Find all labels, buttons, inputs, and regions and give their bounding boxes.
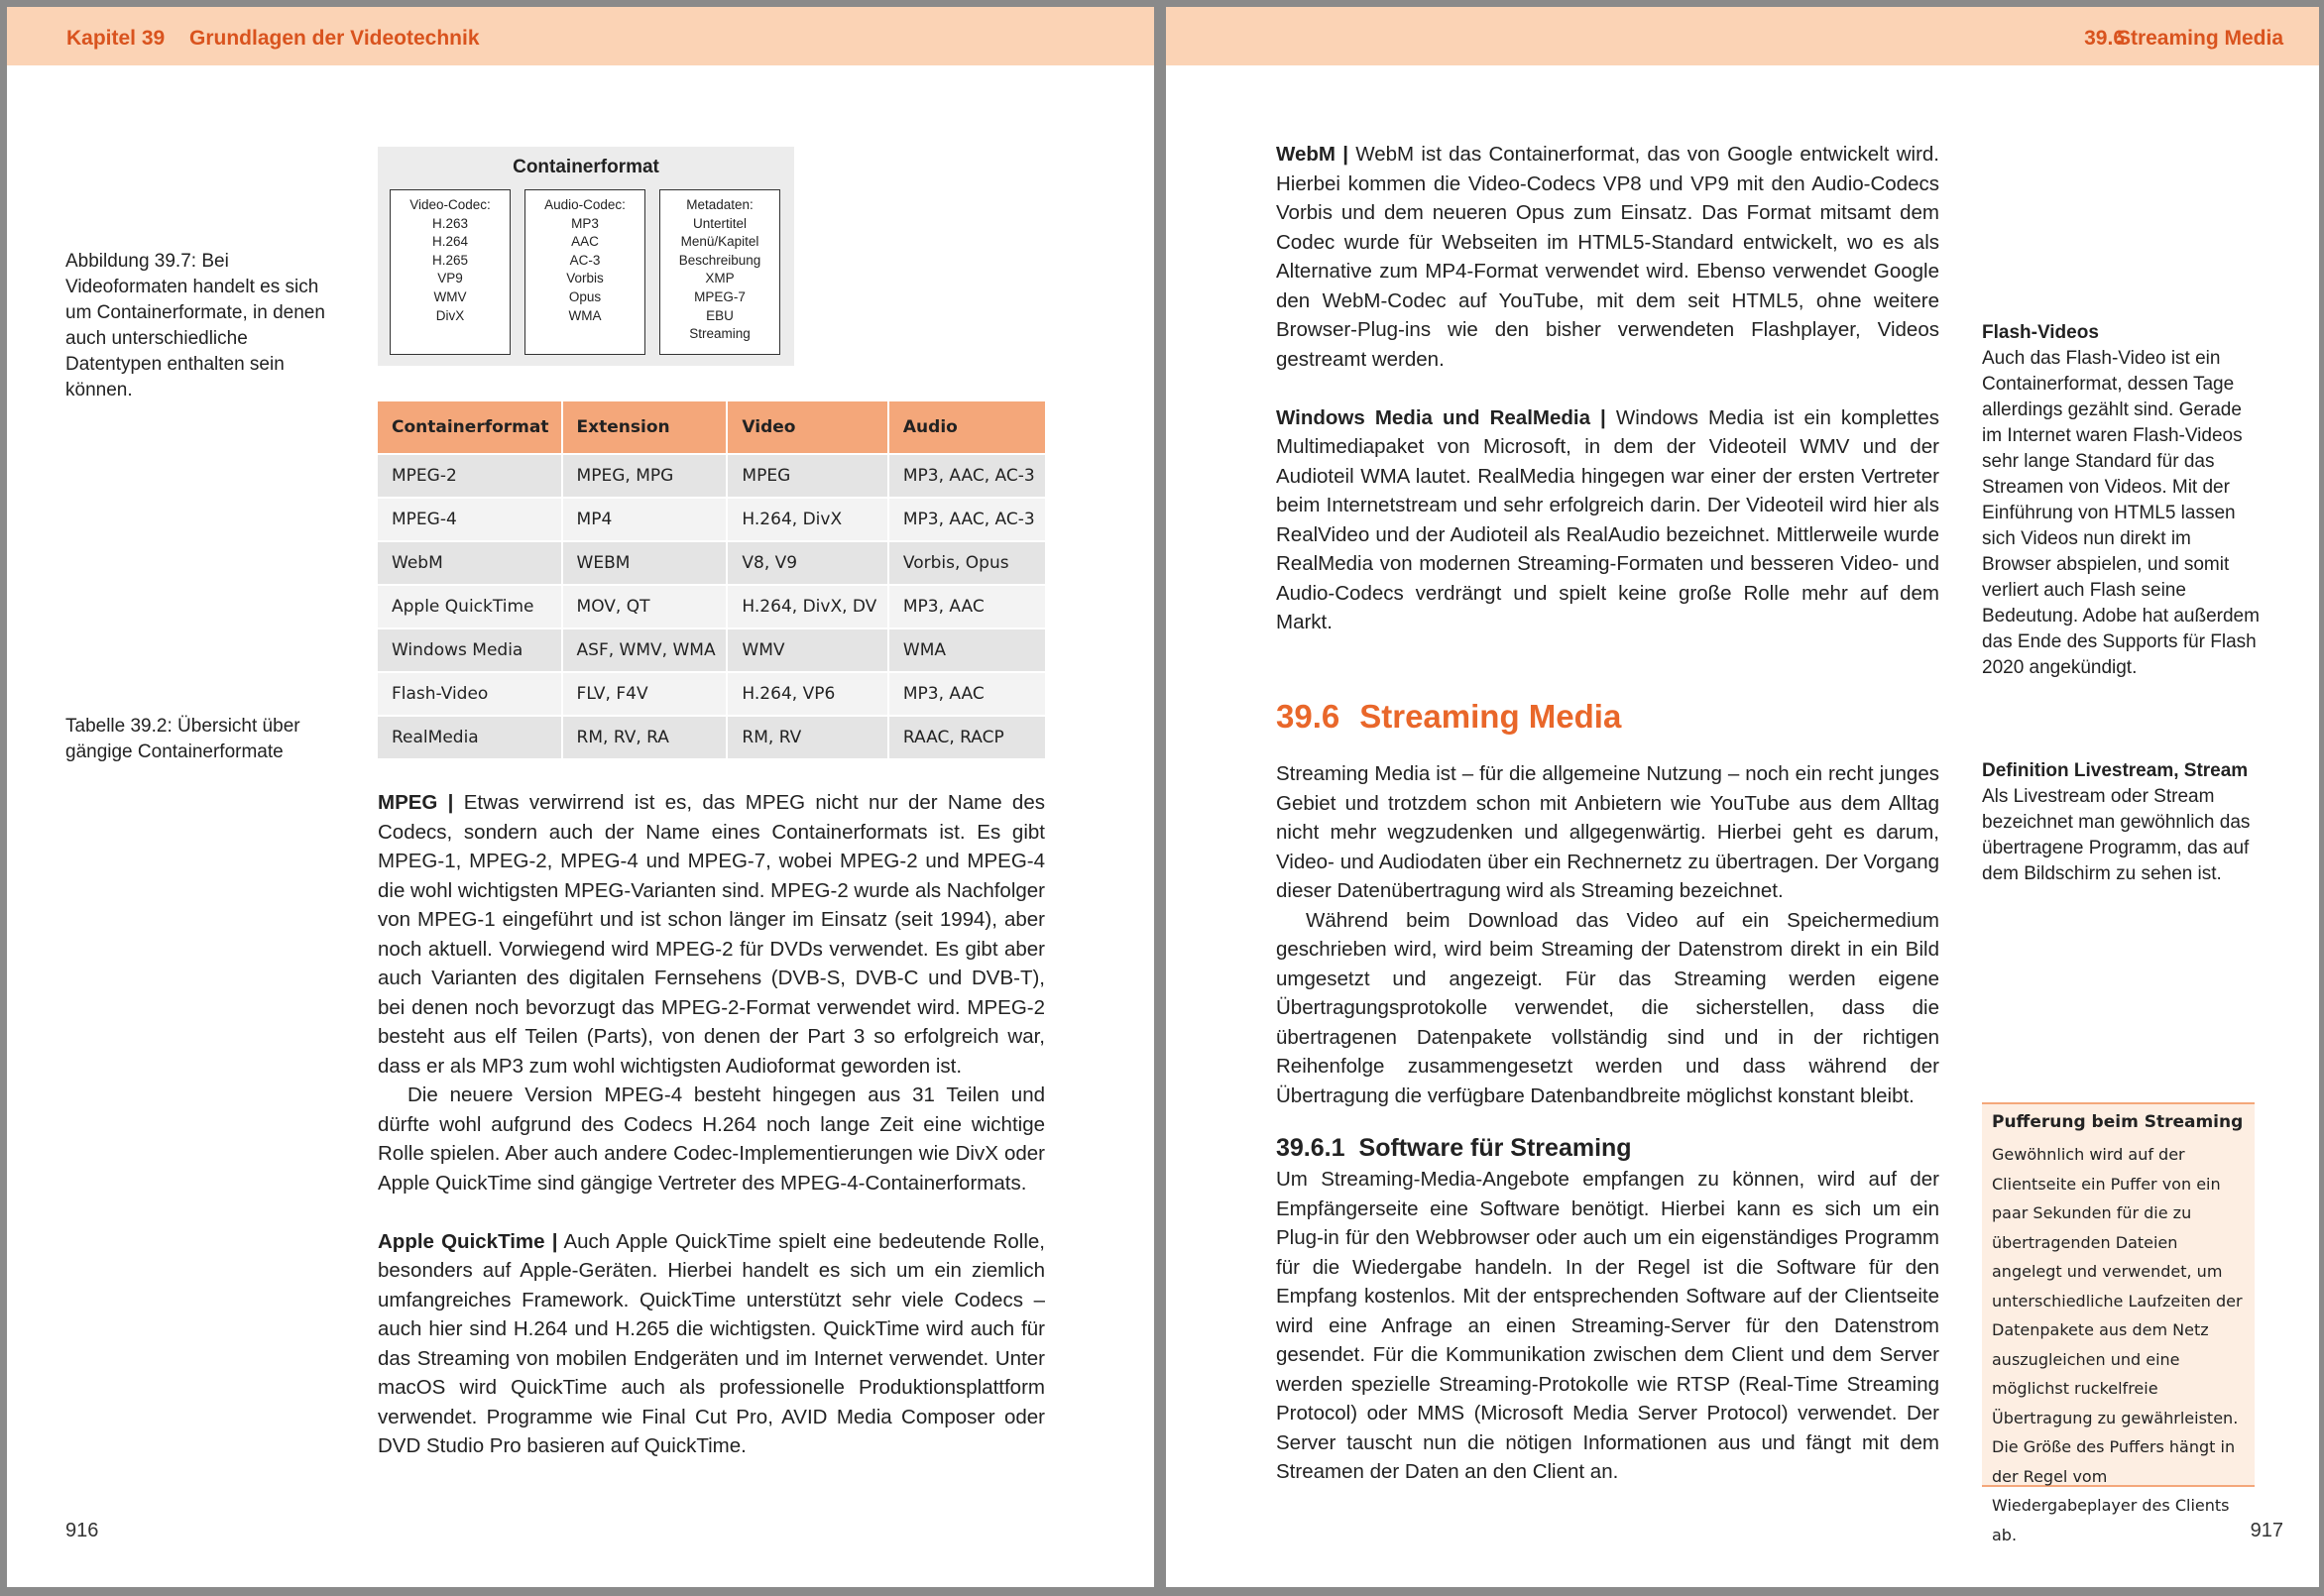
definition-note (1982, 758, 2260, 887)
subsection-heading-title: Software für Streaming (1358, 1134, 1632, 1162)
table-row (378, 716, 1045, 758)
table-cell: MPEG-4 (378, 498, 562, 541)
buffer-box-title: Pufferung beim Streaming (1992, 1112, 2244, 1132)
table-cell: MPEG, MPG (562, 454, 728, 498)
figure-line: AAC (571, 234, 599, 250)
figure-line: Vorbis (566, 271, 604, 286)
buffer-box-text: Gewöhnlich wird auf der Clientseite ein Puffer von ein paar Sekunden für die zu übertragenden Dateien angelegt und verwendet, um unterschiedliche Laufzeiten der Datenpakete aus dem Netz auszugleichen und eine möglichst ruckelfreie Übertragung zu gewährleisten. Die Größe des Puffers hängt in der Regel vom Wiedergabeplayer des Clients ab. (1992, 1145, 2243, 1544)
page-number-right: 917 (2250, 1520, 2283, 1541)
right-page (1166, 7, 2319, 1587)
table-cell: Windows Media (378, 628, 562, 672)
chapter-number: Kapitel 39 (66, 27, 166, 50)
webm-lead: WebM | (1276, 143, 1348, 166)
table-header-cell: Video (727, 401, 887, 454)
figure-line: Menü/Kapitel (680, 234, 759, 250)
table-row (378, 672, 1045, 716)
figure-line: Streaming (689, 326, 751, 342)
table-cell: MPEG-2 (378, 454, 562, 498)
streaming-intro: Streaming Media ist – für die allgemeine Nutzung – noch ein recht junges Gebiet und trotzdem schon mit Anbietern wie YouTube aus dem Alltag nicht mehr wegzudenken und allgegenwärtig. Hierbei geht es darum, Video- und Audiodaten über ein Rechnernetz zu übertragen. Der Vorgang dieser Datenübertragung wird als Streaming bezeichnet. (1276, 762, 1939, 902)
figure-line: MP3 (571, 215, 599, 231)
left-running-header (7, 7, 1154, 65)
table-cell: WMA (888, 628, 1045, 672)
figure-column-metadata (659, 189, 780, 355)
page-number-left: 916 (65, 1520, 99, 1541)
figure-line: Video-Codec: (409, 197, 491, 212)
chapter-title: Grundlagen der Videotechnik (189, 27, 480, 50)
table-row (378, 454, 1045, 498)
windows-media-lead: Windows Media und RealMedia | (1276, 405, 1606, 429)
mpeg-paragraph (378, 788, 1045, 1081)
figure-line: AC-3 (569, 252, 601, 268)
table-cell: Apple QuickTime (378, 585, 562, 628)
figure-line: XMP (705, 271, 735, 286)
figure-line: DivX (435, 307, 465, 323)
software-paragraph: Um Streaming-Media-Angebote empfangen zu können, wird auf der Empfängerseite eine Software benötigt. Hierbei kann es sich um ein Plug-in für den Webbrowser oder auch um ein eigenständiges Programm für die Wiedergabe handeln. In der Regel ist die Software für den Empfang kostenlos. Mit der entsprechenden Software auf der Clientseite wird eine Anfrage an einen Streaming-Server für den Datenstrom gesendet. Für die Kommunikation zwischen dem Client und dem Server werden spezielle Streaming-Protokolle wie RTSP (Real-Time Streaming Protocol) oder MMS (Microsoft Media Server Protocol) verwendet. Der Server tauscht nun die nötigen Informationen aus und fängt mit dem Streamen der Daten an den Client an. (1276, 1168, 1939, 1483)
table-cell: RM, RV (727, 716, 887, 758)
table-cell: MP3, AAC, AC-3 (888, 498, 1045, 541)
section-heading-title: Streaming Media (1359, 698, 1622, 735)
webm-text: WebM ist das Containerformat, das von Google entwickelt wird. Hierbei kommen die Video-Codecs VP8 und VP9 mit den Audio-Codecs Vorbis und dem neueren Opus zum Einsatz. Das Format mitsamt dem Codec wurde für Webseiten im HTML5-Standard entwickelt, wo es als Alternative zum MP4-Format verwendet wird. Ebenso verwendet Google den WebM-Codec auf YouTube, mit dem seit HTML5, ohne weitere Browser-Plug-ins wie den bisher verwendeten Flashplayer, Videos gestreamt werden. (1276, 143, 1939, 371)
figure-line: H.265 (431, 252, 469, 268)
definition-text: Als Livestream oder Stream bezeichnet man gewöhnlich das übertragene Programm, das auf dem Bildschirm zu sehen ist. (1982, 786, 2251, 884)
table-cell: ASF, WMV, WMA (562, 628, 728, 672)
figure-title: Containerformat (513, 157, 659, 177)
table-cell: MP3, AAC, AC-3 (888, 454, 1045, 498)
mpeg-lead: MPEG | (378, 791, 454, 814)
table-header-row (378, 401, 1045, 454)
figure-line: Metadaten: (686, 197, 754, 212)
mpeg4-paragraph: Die neuere Version MPEG-4 besteht hingegen aus 31 Teilen und dürfte wohl aufgrund des Codecs H.264 noch lange Zeit eine wichtige Rolle spielen. Aber auch andere Codec-Implementierungen wie DivX oder Apple QuickTime sind gängige Vertreter des MPEG-4-Containerformats. (378, 1083, 1045, 1195)
container-format-figure (378, 147, 794, 366)
figure-line: WMA (568, 307, 602, 323)
left-body-text (378, 788, 1045, 1461)
figure-line: Opus (568, 288, 602, 304)
figure-line: WMV (433, 288, 467, 304)
table-row (378, 541, 1045, 585)
figure-column-audio (524, 189, 645, 355)
table-cell: MP3, AAC (888, 585, 1045, 628)
flash-videos-note (1982, 320, 2260, 681)
windows-media-paragraph (1276, 403, 1939, 637)
quicktime-paragraph (378, 1227, 1045, 1461)
table-cell: Flash-Video (378, 672, 562, 716)
figure-line: VP9 (437, 271, 463, 286)
table-cell: MP4 (562, 498, 728, 541)
software-body (1276, 1165, 1939, 1487)
section-title-header: Streaming Media (2116, 27, 2283, 50)
table-row (378, 628, 1045, 672)
streaming-paragraph-2: Während beim Download das Video auf ein Speichermedium geschrieben wird, wird beim Streaming der Datenstrom direkt in ein Bild umgesetzt und angezeigt. Für das Streaming werden eigene Übertragungsprotokolle verwendet, die sicherstellen, dass die übertragenen Datenpakete vollständig sind und in der richtigen Reihenfolge zusammengesetzt werden und dass während der Übertragung die verfügbare Datenbandbreite möglichst konstant bleibt. (1276, 908, 1939, 1107)
figure-caption: Abbildung 39.7: Bei Videoformaten handelt es sich um Containerformate, in denen auch unterschiedliche Datentypen enthalten sein können. (65, 251, 325, 400)
table-cell: FLV, F4V (562, 672, 728, 716)
webm-paragraph (1276, 140, 1939, 374)
windows-media-text: Windows Media ist ein komplettes Multimediapaket von Microsoft, in dem der Videoteil WMV und der Audioteil WMA lautet. RealMedia hingegen war einer der ersten Vertreter beim Internetstream und sehr erfolgreich darin. Der Videoteil wird hier als RealVideo und der Audioteil als RealAudio bezeichnet. Mittlerweile wurde RealMedia von modernen Streaming-Formaten und besseren Video- und Audio-Codecs verdrängt und spielt keine große Rolle mehr auf dem Markt. (1276, 405, 1940, 633)
figure-column-video (390, 189, 511, 355)
section-heading (1276, 698, 1621, 736)
left-page (7, 7, 1154, 1587)
mpeg-text: Etwas verwirrend ist es, das MPEG nicht nur der Name des Codecs, sondern auch der Name eines Containerformats ist. Es gibt MPEG-1, MPEG-2, MPEG-4 und MPEG-7, wobei MPEG-2 und MPEG-4 die wohl wichtigsten MPEG-Varianten sind. MPEG-2 wurde als Nachfolger von MPEG-1 eingeführt und ist schon länger im Einsatz (seit 1994), aber noch aktuell. Vorwiegend wird MPEG-2 für DVDs verwendet. Es gibt aber auch Varianten des digitalen Fernsehens (DVB-S, DVB-C und DVB-T), bei denen noch bevorzugt das MPEG-2-Format verwendet wird. MPEG-2 besteht aus elf Teilen (Parts), von denen der Part 3 so erfolgreich war, dass er als MP3 zum wohl wichtigsten Audioformat geworden ist. (378, 791, 1045, 1078)
table-cell: V8, V9 (727, 541, 887, 585)
figure-line: H.264 (431, 234, 469, 250)
figure-line: H.263 (431, 215, 469, 231)
right-running-header (1166, 7, 2319, 65)
section-heading-number: 39.6 (1276, 698, 1340, 735)
table-cell: RAAC, RACP (888, 716, 1045, 758)
figure-line: Beschreibung (678, 252, 761, 268)
table-cell: WMV (727, 628, 887, 672)
streaming-body (1276, 759, 1939, 1110)
table-header-cell: Audio (888, 401, 1045, 454)
definition-title: Definition Livestream, Stream (1982, 760, 2249, 781)
figure-line: Untertitel (692, 215, 748, 231)
table-header-cell: Containerformat (378, 401, 562, 454)
figure-line: EBU (706, 307, 734, 323)
table-row (378, 498, 1045, 541)
table-cell: WebM (378, 541, 562, 585)
table-cell: RealMedia (378, 716, 562, 758)
table-cell: Vorbis, Opus (888, 541, 1045, 585)
container-format-table (378, 401, 1045, 758)
table-cell: MP3, AAC (888, 672, 1045, 716)
subsection-heading (1276, 1134, 1632, 1163)
table-cell: RM, RV, RA (562, 716, 728, 758)
table-header-cell: Extension (562, 401, 728, 454)
right-body-top (1276, 140, 1939, 637)
quicktime-text: Auch Apple QuickTime spielt eine bedeutende Rolle, besonders auf Apple-Geräten. Hierbei handelt es sich um ein ziemlich umfangreiches Framework. QuickTime unterstützt sehr viele Codecs – auch hier sind H.264 und H.265 die wichtigsten. QuickTime wird auch für das Streaming von mobilen Endgeräten und im Internet verwendet. Unter macOS wird QuickTime auch als professionelle Produktionsplattform verwendet. Programme wie Final Cut Pro, AVID Media Composer oder DVD Studio Pro basieren auf QuickTime. (378, 1229, 1045, 1457)
table-cell: WEBM (562, 541, 728, 585)
figure-line: MPEG-7 (694, 288, 746, 304)
section-number-header: 39.6 (2084, 27, 2125, 50)
figure-line: Audio-Codec: (544, 197, 626, 212)
table-row (378, 585, 1045, 628)
table-cell: H.264, DivX, DV (727, 585, 887, 628)
flash-videos-title: Flash-Videos (1982, 322, 2099, 343)
flash-videos-text: Auch das Flash-Video ist ein Containerformat, dessen Tage allerdings gezählt sind. Gerade im Internet waren Flash-Videos sehr lange Standard für das Streamen von Videos. Mit der Einführung von HTML5 lassen sich Videos nun direkt im Browser abspielen, und somit verliert auch Flash seine Bedeutung. Adobe hat außerdem das Ende des Supports für Flash 2020 angekündigt. (1982, 348, 2260, 678)
table-cell: H.264, DivX (727, 498, 887, 541)
buffer-info-box (1982, 1102, 2255, 1544)
table-cell: MPEG (727, 454, 887, 498)
quicktime-lead: Apple QuickTime | (378, 1229, 558, 1253)
table-cell: MOV, QT (562, 585, 728, 628)
subsection-heading-number: 39.6.1 (1276, 1134, 1345, 1162)
table-cell: H.264, VP6 (727, 672, 887, 716)
table-caption: Tabelle 39.2: Übersicht über gängige Containerformate (65, 716, 300, 762)
